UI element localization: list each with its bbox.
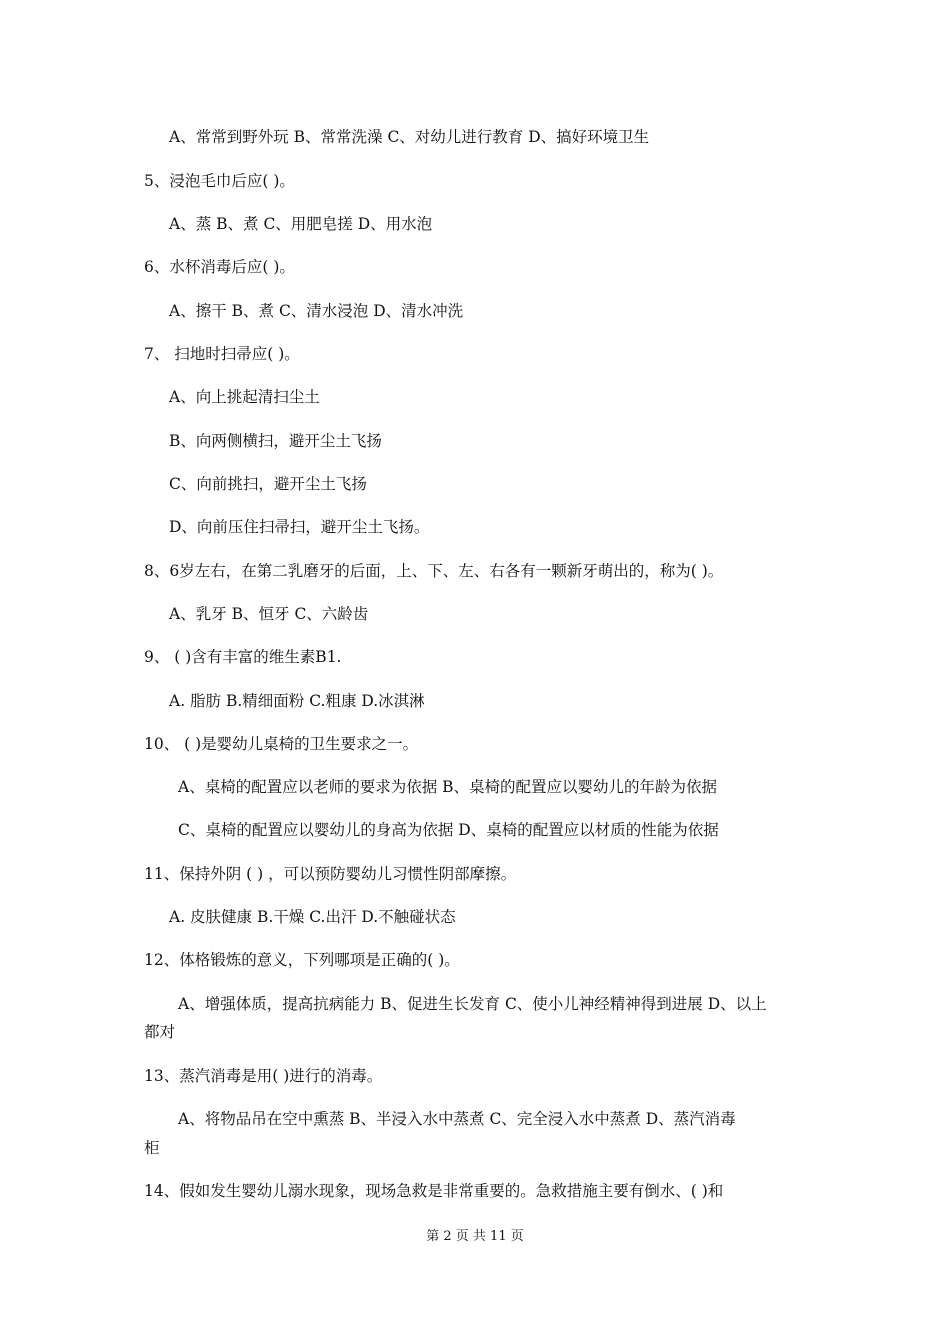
question-8: 8、6岁左右，在第二乳磨牙的后面，上、下、左、右各有一颗新牙萌出的，称为( )。: [144, 562, 724, 580]
q6-options: A、擦干 B、煮 C、清水浸泡 D、清水冲洗: [169, 302, 464, 320]
q8-options: A、乳牙 B、恒牙 C、六龄齿: [169, 605, 369, 623]
q5-options: A、蒸 B、煮 C、用肥皂搓 D、用水泡: [169, 215, 433, 233]
q7-option-b: B、向两侧横扫，避开尘土飞扬: [169, 432, 382, 450]
q12-options: A、增强体质，提高抗病能力 B、促进生长发育 C、使小儿神经精神得到进展 D、以上: [178, 995, 767, 1013]
q9-options: A. 脂肪 B.精细面粉 C.粗康 D.冰淇淋: [169, 692, 425, 710]
q4-options: A、常常到野外玩 B、常常洗澡 C、对幼儿进行教育 D、搞好环境卫生: [169, 128, 650, 146]
question-11: 11、保持外阴 ( ) ，可以预防婴幼儿习惯性阴部摩擦。: [144, 865, 517, 883]
page-footer: 第 2 页 共 11 页: [426, 1229, 524, 1244]
q12-options-continued: 都对: [144, 1023, 176, 1041]
question-13: 13、蒸汽消毒是用( )进行的消毒。: [144, 1067, 383, 1085]
question-9: 9、 ( )含有丰富的维生素B1.: [144, 648, 342, 666]
q10-options-cd: C、桌椅的配置应以婴幼儿的身高为依据 D、桌椅的配置应以材质的性能为依据: [178, 821, 719, 839]
q7-option-c: C、向前挑扫，避开尘土飞扬: [169, 475, 367, 493]
question-12: 12、体格锻炼的意义，下列哪项是正确的( )。: [144, 951, 460, 969]
q7-option-a: A、向上挑起清扫尘土: [169, 388, 320, 406]
question-10: 10、 ( )是婴幼儿桌椅的卫生要求之一。: [144, 735, 419, 753]
question-5: 5、浸泡毛巾后应( )。: [144, 172, 295, 190]
question-6: 6、水杯消毒后应( )。: [144, 258, 295, 276]
q7-option-d: D、向前压住扫帚扫，避开尘土飞扬。: [169, 518, 430, 536]
question-14: 14、假如发生婴幼儿溺水现象，现场急救是非常重要的。急救措施主要有倒水、( )和: [144, 1182, 724, 1200]
question-7: 7、 扫地时扫帚应( )。: [144, 345, 300, 363]
q13-options: A、将物品吊在空中熏蒸 B、半浸入水中蒸煮 C、完全浸入水中蒸煮 D、蒸汽消毒: [178, 1110, 736, 1128]
q10-options-ab: A、桌椅的配置应以老师的要求为依据 B、桌椅的配置应以婴幼儿的年龄为依据: [178, 778, 718, 796]
q13-options-continued: 柜: [144, 1139, 160, 1157]
q11-options: A. 皮肤健康 B.干燥 C.出汗 D.不触碰状态: [169, 908, 456, 926]
